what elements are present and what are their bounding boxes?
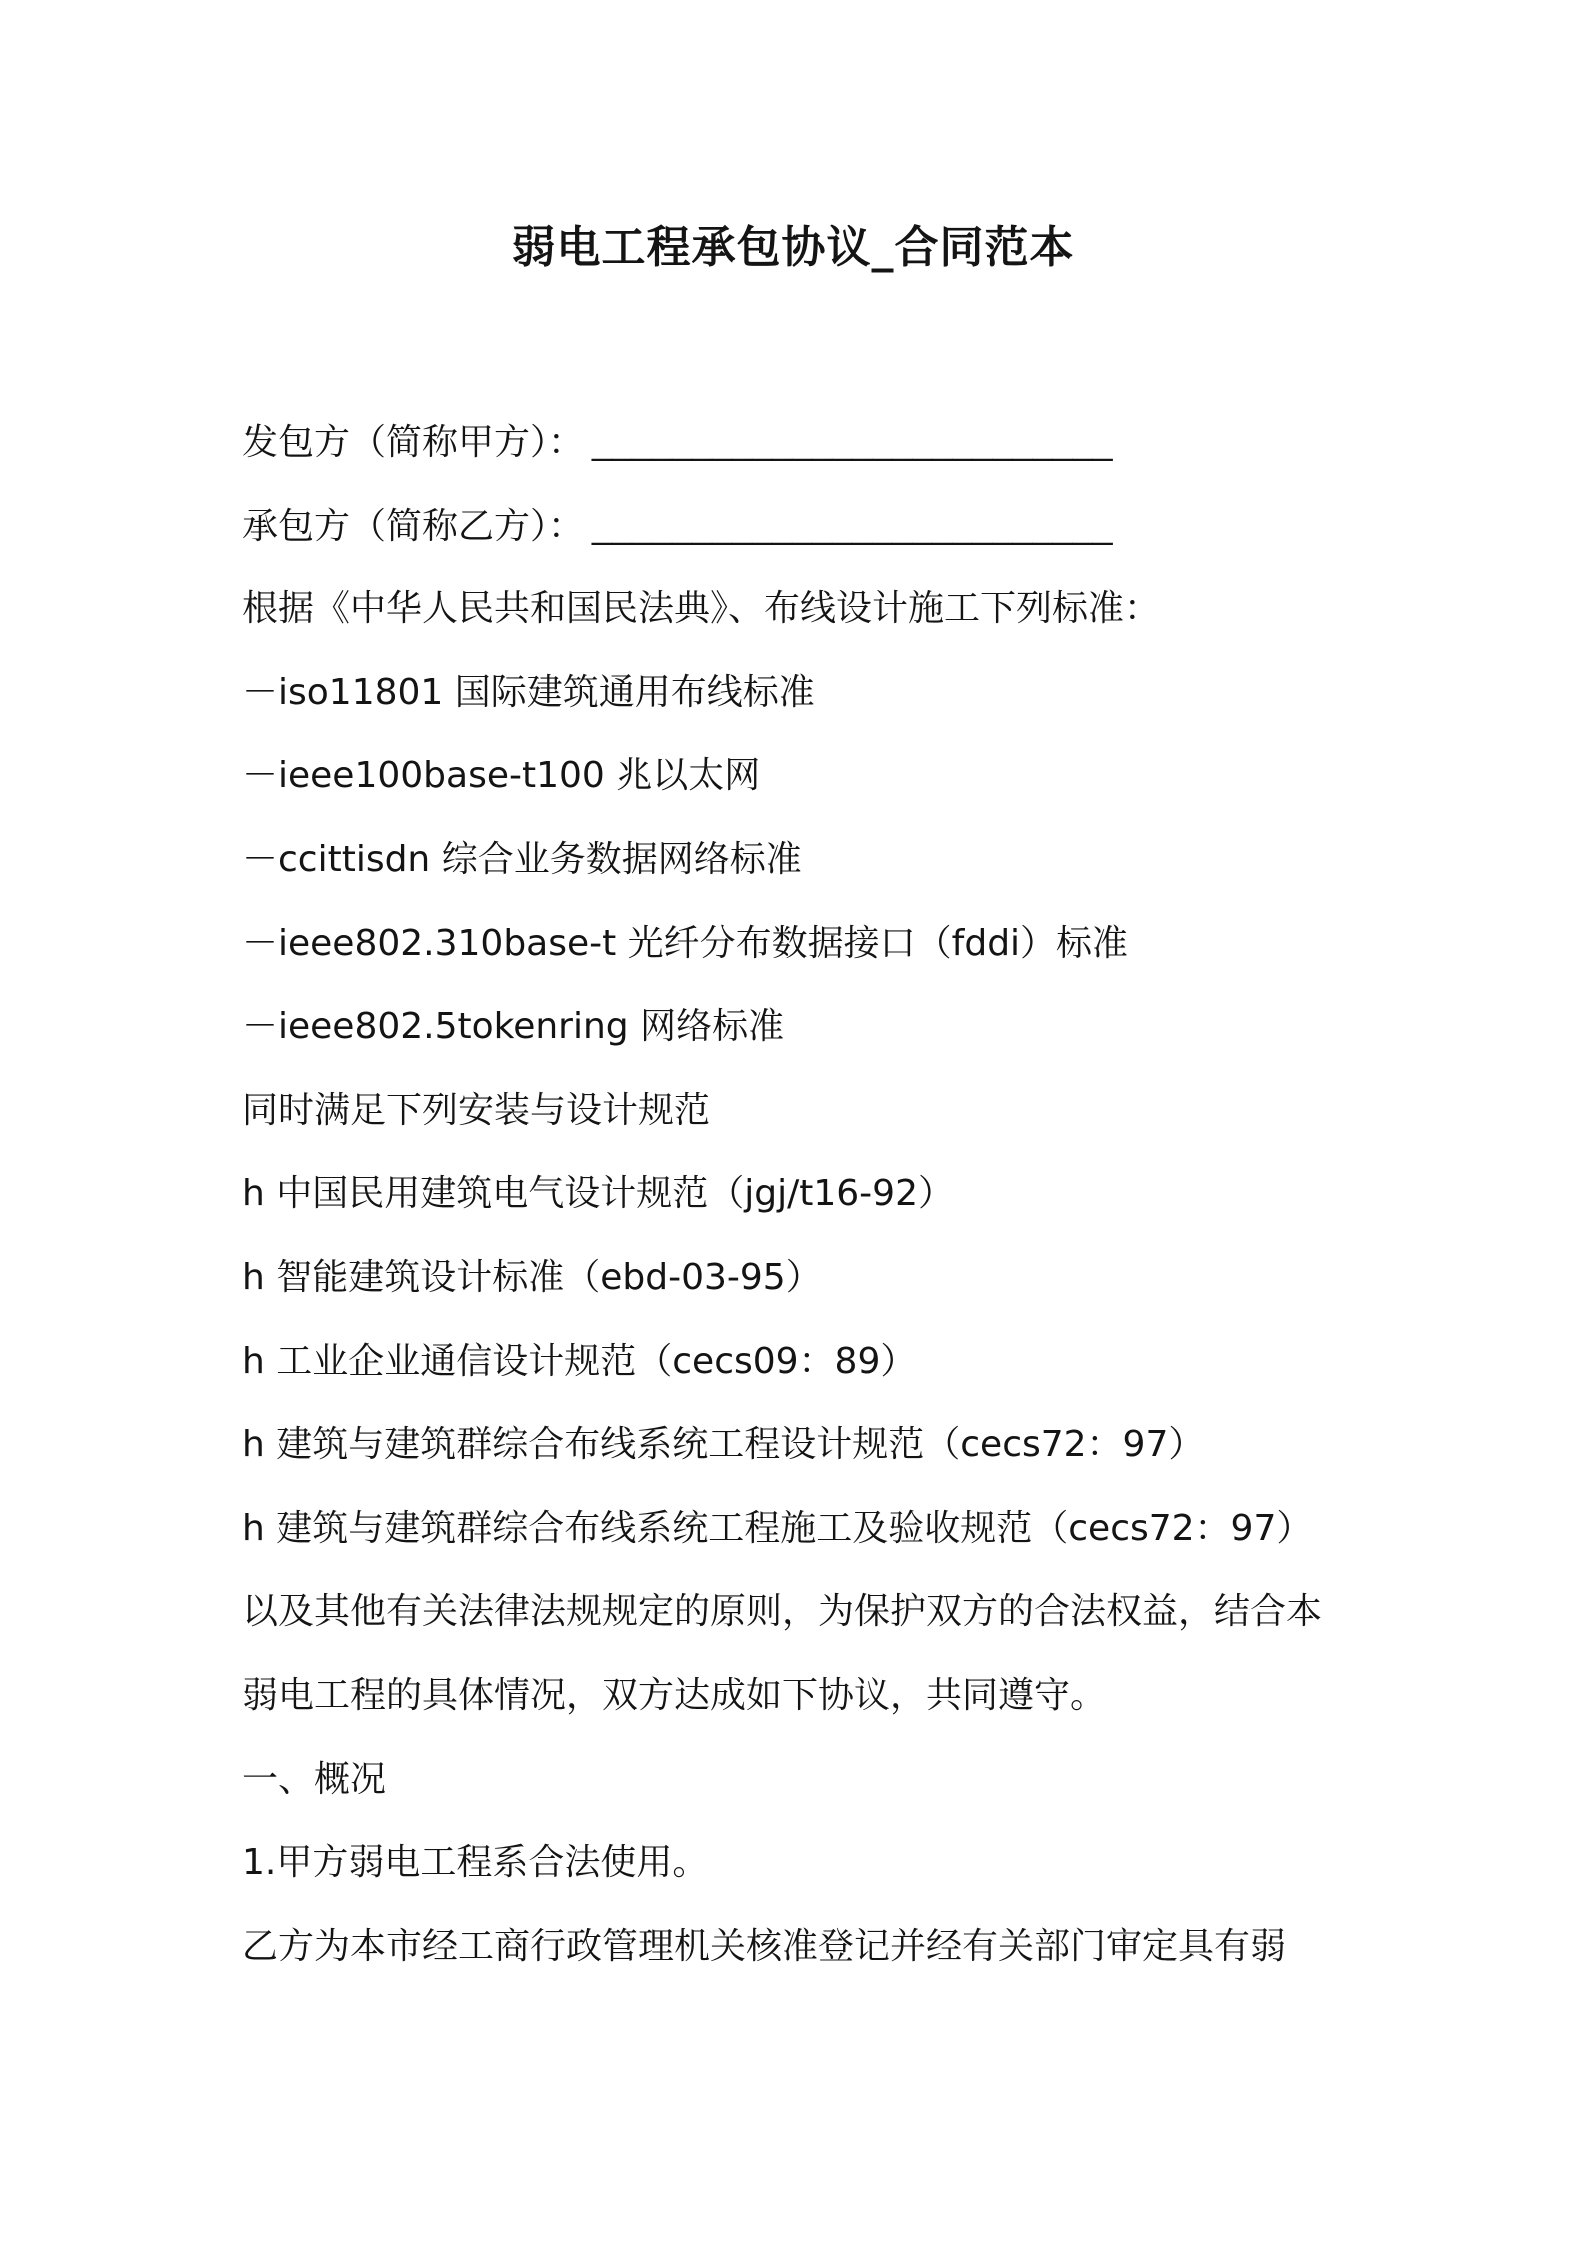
specs-intro: 同时满足下列安装与设计规范 — [242, 1089, 711, 1131]
clause-line: 乙方为本市经工商行政管理机关核准登记并经有关部门审定具有弱 — [242, 1925, 1287, 1967]
standard-item: －ccittisdn 综合业务数据网络标准 — [242, 838, 802, 880]
intro-text: 根据《中华人民共和国民法典》、布线设计施工下列标准： — [242, 588, 1161, 630]
standard-item: －ieee100base-t100 兆以太网 — [242, 755, 761, 797]
standard-item: －iso11801 国际建筑通用布线标准 — [242, 671, 815, 713]
party-a-blank: __________________________ — [592, 421, 1113, 462]
standard-item: －ieee802.310base-t 光纤分布数据接口（fddi）标准 — [242, 922, 1129, 964]
paragraph-line: 以及其他有关法律法规规定的原则，为保护双方的合法权益，结合本 — [242, 1591, 1323, 1633]
party-a-label: 发包方（简称甲方）： — [242, 422, 585, 463]
document-body — [242, 400, 1442, 1988]
spec-item: h 建筑与建筑群综合布线系统工程设计规范（cecs72：97） — [242, 1424, 1205, 1466]
party-b-blank: __________________________ — [592, 504, 1113, 546]
spec-item: h 中国民用建筑电气设计规范（jgj/t16-92） — [242, 1173, 954, 1215]
spec-item: h 建筑与建筑群综合布线系统工程施工及验收规范（cecs72：97） — [242, 1507, 1313, 1549]
party-b-label: 承包方（简称乙方）： — [242, 505, 585, 547]
party-a-line — [242, 400, 1442, 484]
spec-item: h 工业企业通信设计规范（cecs09：89） — [242, 1340, 917, 1382]
paragraph-line: 弱电工程的具体情况，双方达成如下协议，共同遵守。 — [242, 1674, 1107, 1716]
spec-item: h 智能建筑设计标准（ebd-03-95） — [242, 1256, 822, 1298]
party-b-line — [242, 484, 1442, 568]
standard-item: －ieee802.5tokenring 网络标准 — [242, 1006, 785, 1048]
document-title: 弱电工程承包协议_合同范本 — [511, 222, 1075, 273]
clause-line: 1.甲方弱电工程系合法使用。 — [242, 1842, 709, 1884]
section-heading: 一、概况 — [242, 1758, 387, 1800]
